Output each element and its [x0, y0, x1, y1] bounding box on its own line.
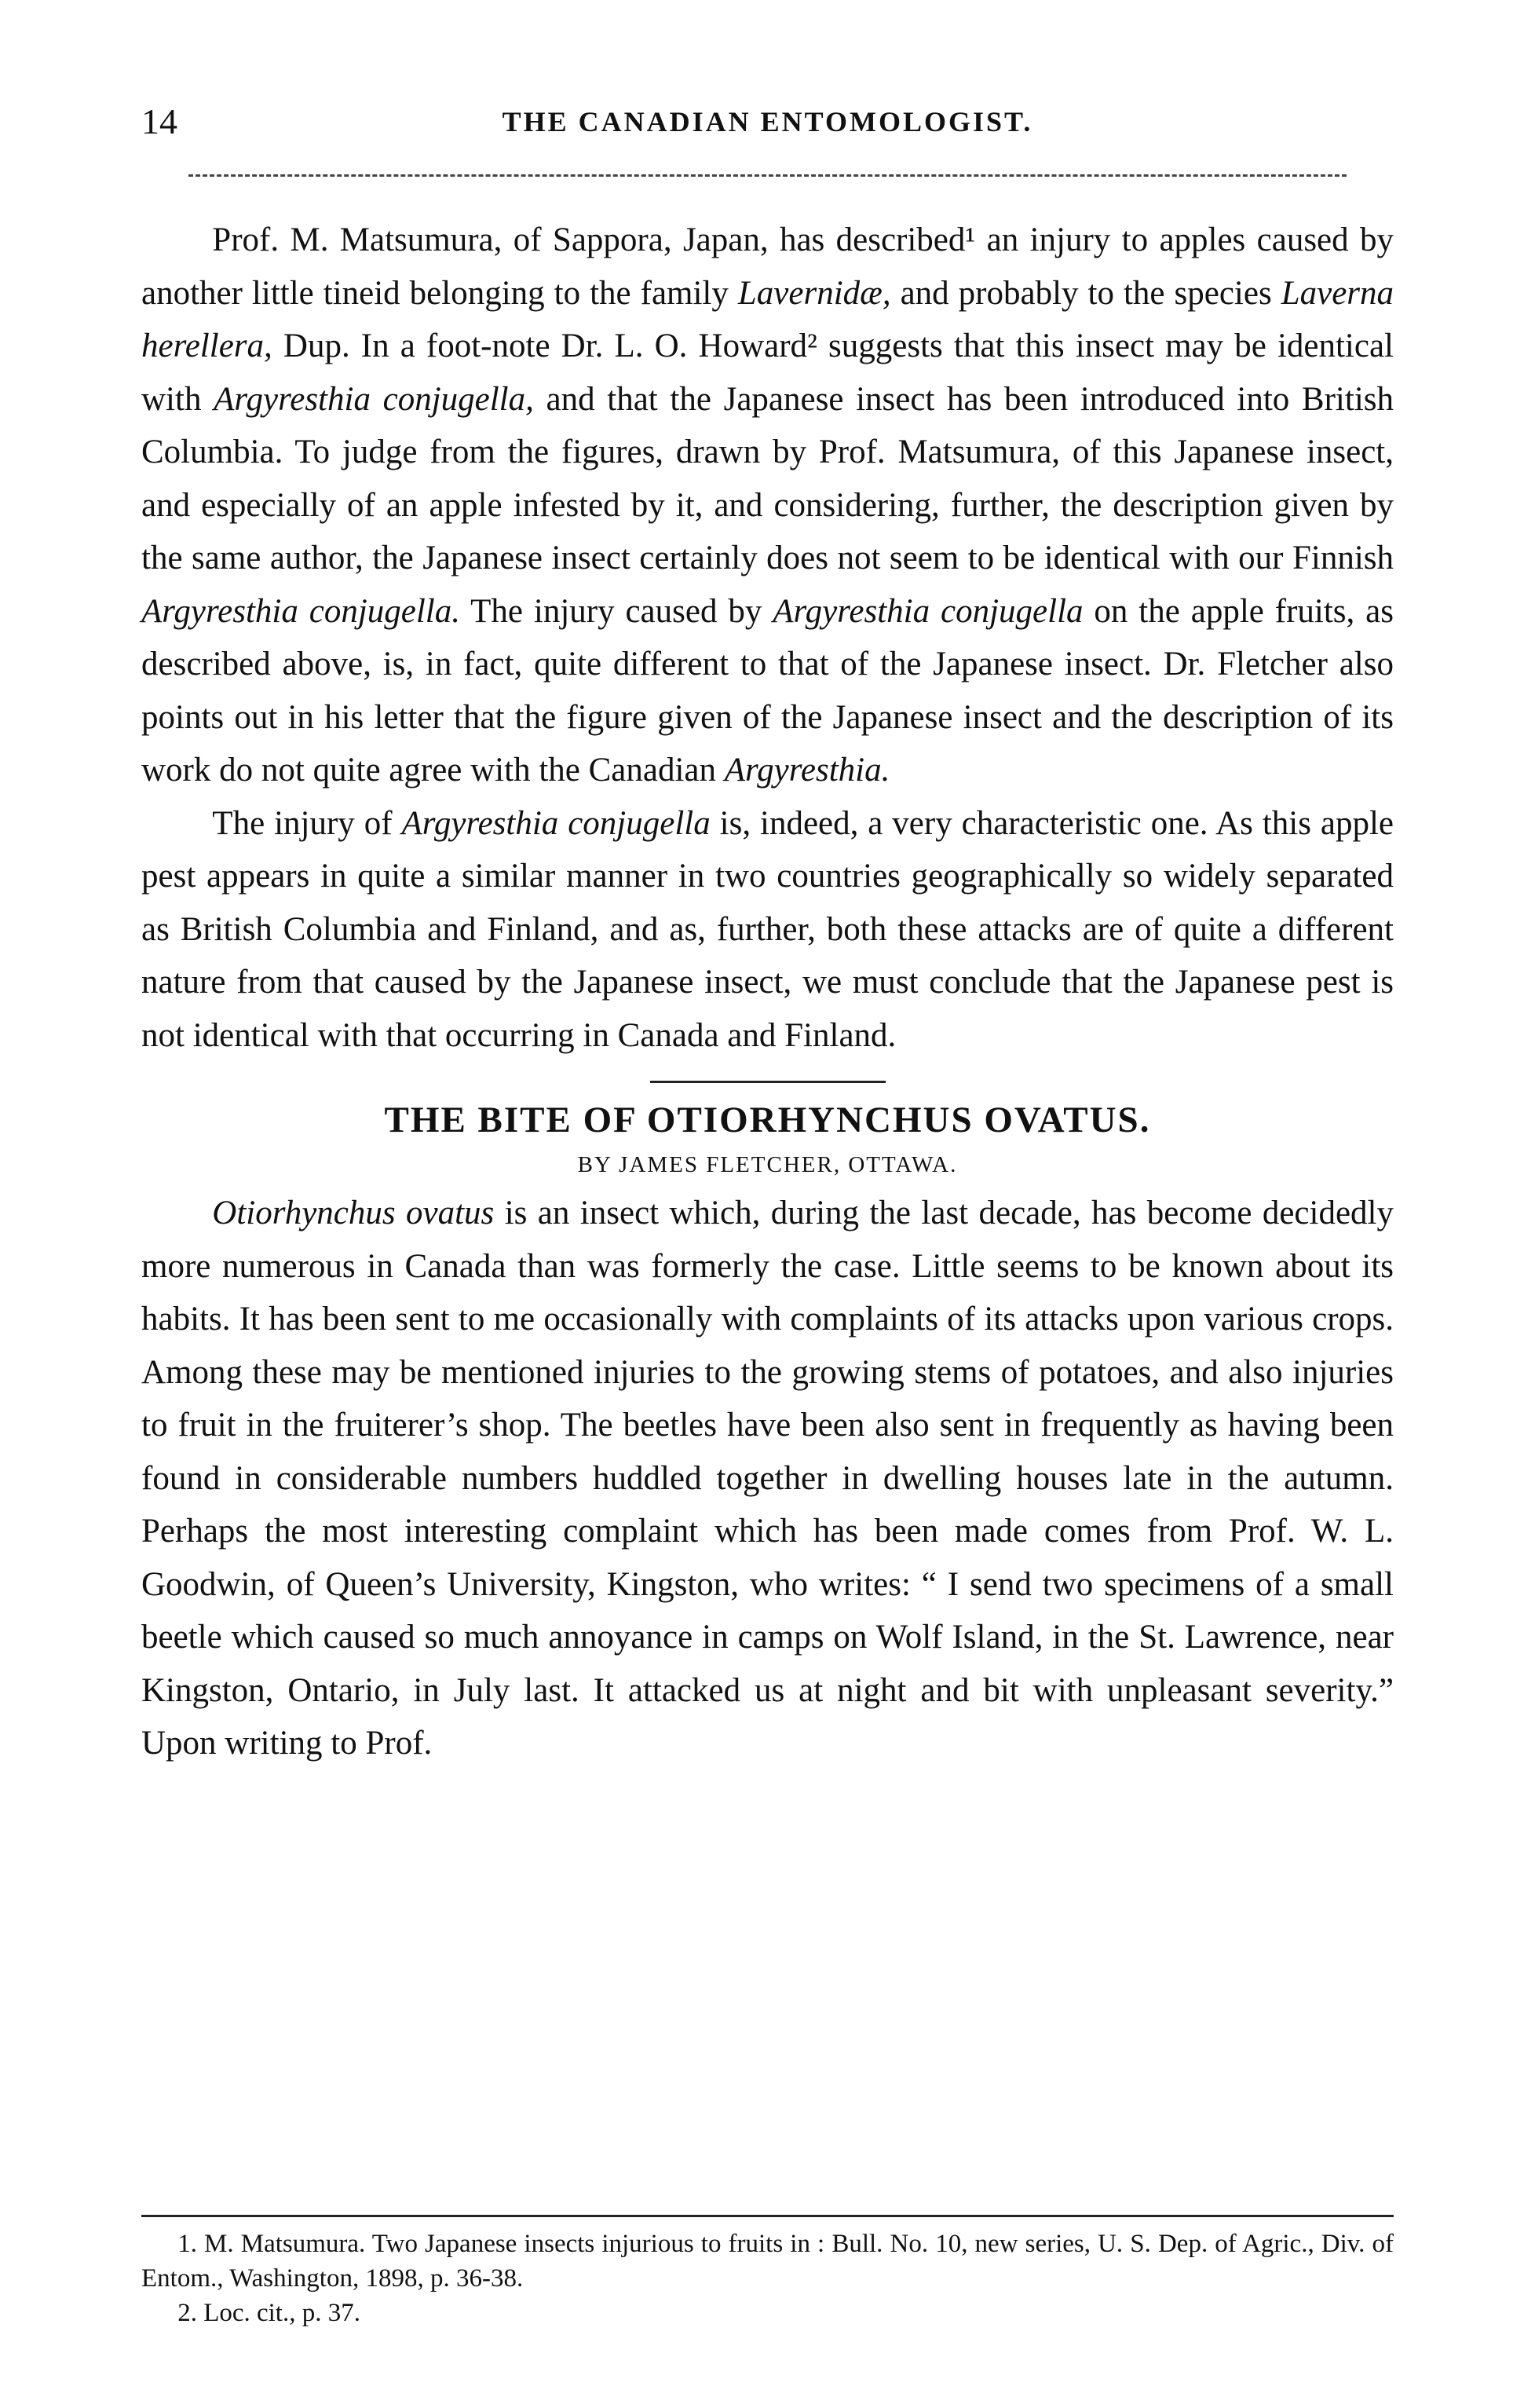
text-run: Dup. In a foot-note Dr. L. O. Howard² suggests that this insect may be identical with	[141, 328, 1394, 418]
page-number: 14	[141, 101, 177, 141]
article-title: THE BITE OF OTIORHYNCHUS OVATUS.	[384, 1100, 1151, 1140]
italic-term: Argyresthia conjugella,	[214, 380, 534, 418]
italic-term: Argyresthia conjugella	[401, 804, 711, 842]
running-title: THE CANADIAN ENTOMOLOGIST.	[502, 106, 1033, 137]
article-byline: BY JAMES FLETCHER, OTTAWA.	[577, 1152, 958, 1177]
italic-term: Argyresthia.	[724, 752, 890, 789]
italic-term: Argyresthia conjugella	[773, 592, 1084, 630]
body-text	[141, 214, 1394, 1770]
section-divider	[650, 1081, 886, 1083]
text-run: and that the Japanese insect has been introduced into British Columbia. To judge from the figures, drawn by Prof. Matsumura, of this Japanese insect, and especially of an apple infested by it, and considering, further, the description given by the same author, the Japanese insect certainly does not seem to be identical with our Finnish	[141, 380, 1394, 576]
footnotes	[141, 2215, 1394, 2330]
italic-term: Laverna herellera,	[141, 274, 1394, 364]
italic-term: Lavernidæ,	[737, 274, 891, 312]
text-run: The injury of	[212, 804, 402, 842]
paragraph	[141, 214, 1394, 797]
footnote: 1. M. Matsumura. Two Japanese insects injurious to fruits in : Bull. No. 10, new series, U. S. Dep. of Agric., Div. of Entom., Washington, 1898, p. 36-38.	[141, 2230, 1394, 2293]
text-run: on the apple fruits, as described above, is, in fact, quite different to that of the Japanese insect. Dr. Fletcher also points out in his letter that the figure given of the Japanese insect and the description of its work do not quite agree with the Canadian	[141, 592, 1394, 789]
footnote: 2. Loc. cit., p. 37.	[177, 2299, 360, 2327]
paragraph	[141, 1187, 1394, 1770]
text-run: is, indeed, a very characteristic one. As this apple pest appears in quite a similar manner in two countries geographically so widely separated as British Columbia and Finland, and as, further, both these attacks are of quite a different nature from that caused by the Japanese insect, we must conclude that the Japanese pest is not identical with that occurring in Canada and Finland.	[141, 804, 1394, 1054]
header-rule	[188, 174, 1347, 177]
text-run: The injury caused by	[460, 592, 773, 630]
running-head	[141, 101, 1394, 148]
text-run: Prof. M. Matsumura, of Sappora, Japan, has described¹ an injury to apples caused by another little tineid belonging to the family	[141, 221, 1394, 312]
italic-term: Otiorhynchus ovatus	[212, 1195, 495, 1231]
italic-term: Argyresthia conjugella.	[141, 592, 460, 630]
paragraph	[141, 797, 1394, 1063]
text-run: is an insect which, during the last decade, has become decidedly more numerous in Canada than was formerly the case. Little seems to be known about its habits. It has been sent to me occasionally with complaints of its attacks upon various crops. Among these may be mentioned injuries to the growing stems of potatoes, and also injuries to fruit in the fruiterer’s shop. The beetles have been also sent in frequently as having been found in considerable numbers huddled together in dwelling houses late in the autumn. Perhaps the most interesting complaint which has been made comes from Prof. W. L. Goodwin, of Queen’s University, Kingston, who writes: “ I send two specimens of a small beetle which caused so much annoyance in camps on Wolf Island, in the St. Lawrence, near Kingston, Ontario, in July last. It attacked us at night and bit with unpleasant severity.” Upon writing to Prof.	[141, 1195, 1394, 1762]
text-run: and probably to the species	[890, 274, 1281, 312]
